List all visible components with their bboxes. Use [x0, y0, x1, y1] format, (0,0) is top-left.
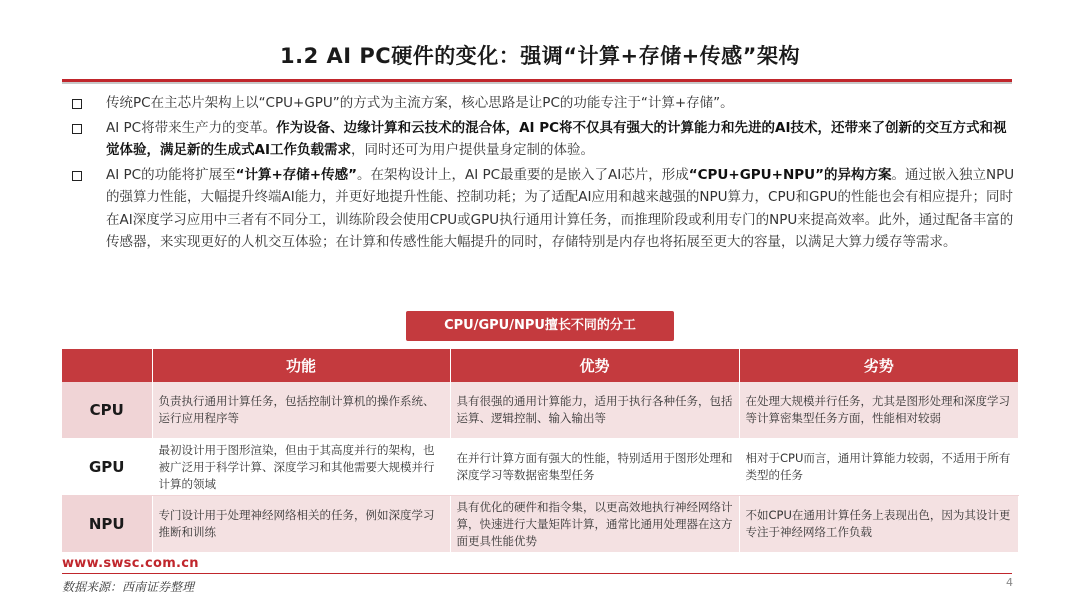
- row-label-gpu: GPU: [62, 439, 152, 496]
- bullet-3-mid: 。在架构设计上，AI PC最重要的是嵌入了AI芯片，形成: [356, 166, 689, 183]
- table-row-gpu: [62, 439, 1018, 496]
- header-corner: [62, 349, 152, 382]
- bullet-list: [70, 92, 1020, 254]
- header-function: 功能: [152, 349, 450, 382]
- comparison-table: [62, 349, 1019, 553]
- cpu-function-cell: 负责执行通用计算任务，包括控制计算机的操作系统、运行应用程序等: [152, 382, 450, 439]
- checkbox-bullet-icon: [72, 171, 82, 181]
- bullet-item-2: [70, 117, 1020, 162]
- bullet-item-1: [70, 92, 1020, 115]
- bullet-2-bold: 作为设备、边缘计算和云技术的混合体，AI PC将不仅具有强大的计算能力和先进的AI技术，还带来了创新的交互方式和视觉体验，满足新的生成式AI工作负载需求: [106, 119, 1007, 158]
- header-advantage: 优势: [450, 349, 739, 382]
- gpu-advantage-cell: 在并行计算方面有强大的性能，特别适用于图形处理和深度学习等数据密集型任务: [450, 439, 739, 496]
- header-disadvantage: 劣势: [739, 349, 1018, 382]
- table-row-npu: [62, 496, 1018, 553]
- table-header-row: [62, 349, 1018, 382]
- bullet-1-text: 传统PC在主芯片架构上以“CPU+GPU”的方式为主流方案，核心思路是让PC的功能专注于“计算+存储”。: [106, 95, 734, 111]
- checkbox-bullet-icon: [72, 99, 82, 109]
- bullet-3-bold-1: “计算+存储+传感”: [235, 166, 357, 183]
- npu-function-cell: 专门设计用于处理神经网络相关的任务，例如深度学习推断和训练: [152, 496, 450, 553]
- title-divider: [62, 79, 1012, 84]
- gpu-function-cell: 最初设计用于图形渲染，但由于其高度并行的架构，也被广泛用于科学计算、深度学习和其他需要大规模并行计算的领域: [152, 439, 450, 496]
- row-label-npu: NPU: [62, 496, 152, 553]
- checkbox-bullet-icon: [72, 124, 82, 134]
- table-row-cpu: [62, 382, 1018, 439]
- bullet-item-3: [70, 164, 1020, 254]
- bullet-3-pre: AI PC的功能将扩展至: [106, 166, 236, 183]
- bullet-3-bold-2: “CPU+GPU+NPU”的异构方案: [688, 166, 892, 183]
- page-number: 4: [1006, 576, 1013, 589]
- footer-divider: [62, 573, 1012, 574]
- footer-website-link[interactable]: www.swsc.com.cn: [62, 556, 199, 571]
- bullet-3-post: 。通过嵌入独立NPU的强算力性能，大幅提升终端AI能力，并更好地提升性能、控制功耗；为了适配AI应用和越来越强的NPU算力，CPU和GPU的性能也会有相应提升；同时在AI深度学习应用中三者有不同分工，训练阶段会使用CPU或GPU执行通用计算任务，而推理阶段或利用专门的NPU来提高效率。此外，通过配备丰富的传感器，来实现更好的人机交互体验；在计算和传感性能大幅提升的同时，存储特别是内存也将拓展至更大的容量，以满足大算力缓存等需求。: [106, 166, 1015, 250]
- bullet-2-pre: AI PC将带来生产力的变革。: [106, 119, 277, 136]
- npu-disadvantage-cell: 不如CPU在通用计算任务上表现出色，因为其设计更专注于神经网络工作负载: [739, 496, 1018, 553]
- npu-advantage-cell: 具有优化的硬件和指令集，以更高效地执行神经网络计算，快速进行大量矩阵计算，通常比通用处理器在这方面更具性能优势: [450, 496, 739, 553]
- data-source-note: 数据来源：西南证券整理: [62, 580, 195, 594]
- row-label-cpu: CPU: [62, 382, 152, 439]
- title-divider-grey: [62, 82, 1012, 84]
- page-title: 1.2 AI PC硬件的变化：强调“计算+存储+传感”架构: [280, 44, 800, 68]
- cpu-disadvantage-cell: 在处理大规模并行任务，尤其是图形处理和深度学习等计算密集型任务方面，性能相对较弱: [739, 382, 1018, 439]
- bullet-2-post: ，同时还可为用户提供量身定制的体验。: [350, 142, 594, 158]
- cpu-advantage-cell: 具有很强的通用计算能力，适用于执行各种任务，包括运算、逻辑控制、输入输出等: [450, 382, 739, 439]
- table-caption: CPU/GPU/NPU擅长不同的分工: [406, 311, 674, 341]
- gpu-disadvantage-cell: 相对于CPU而言，通用计算能力较弱，不适用于所有类型的任务: [739, 439, 1018, 496]
